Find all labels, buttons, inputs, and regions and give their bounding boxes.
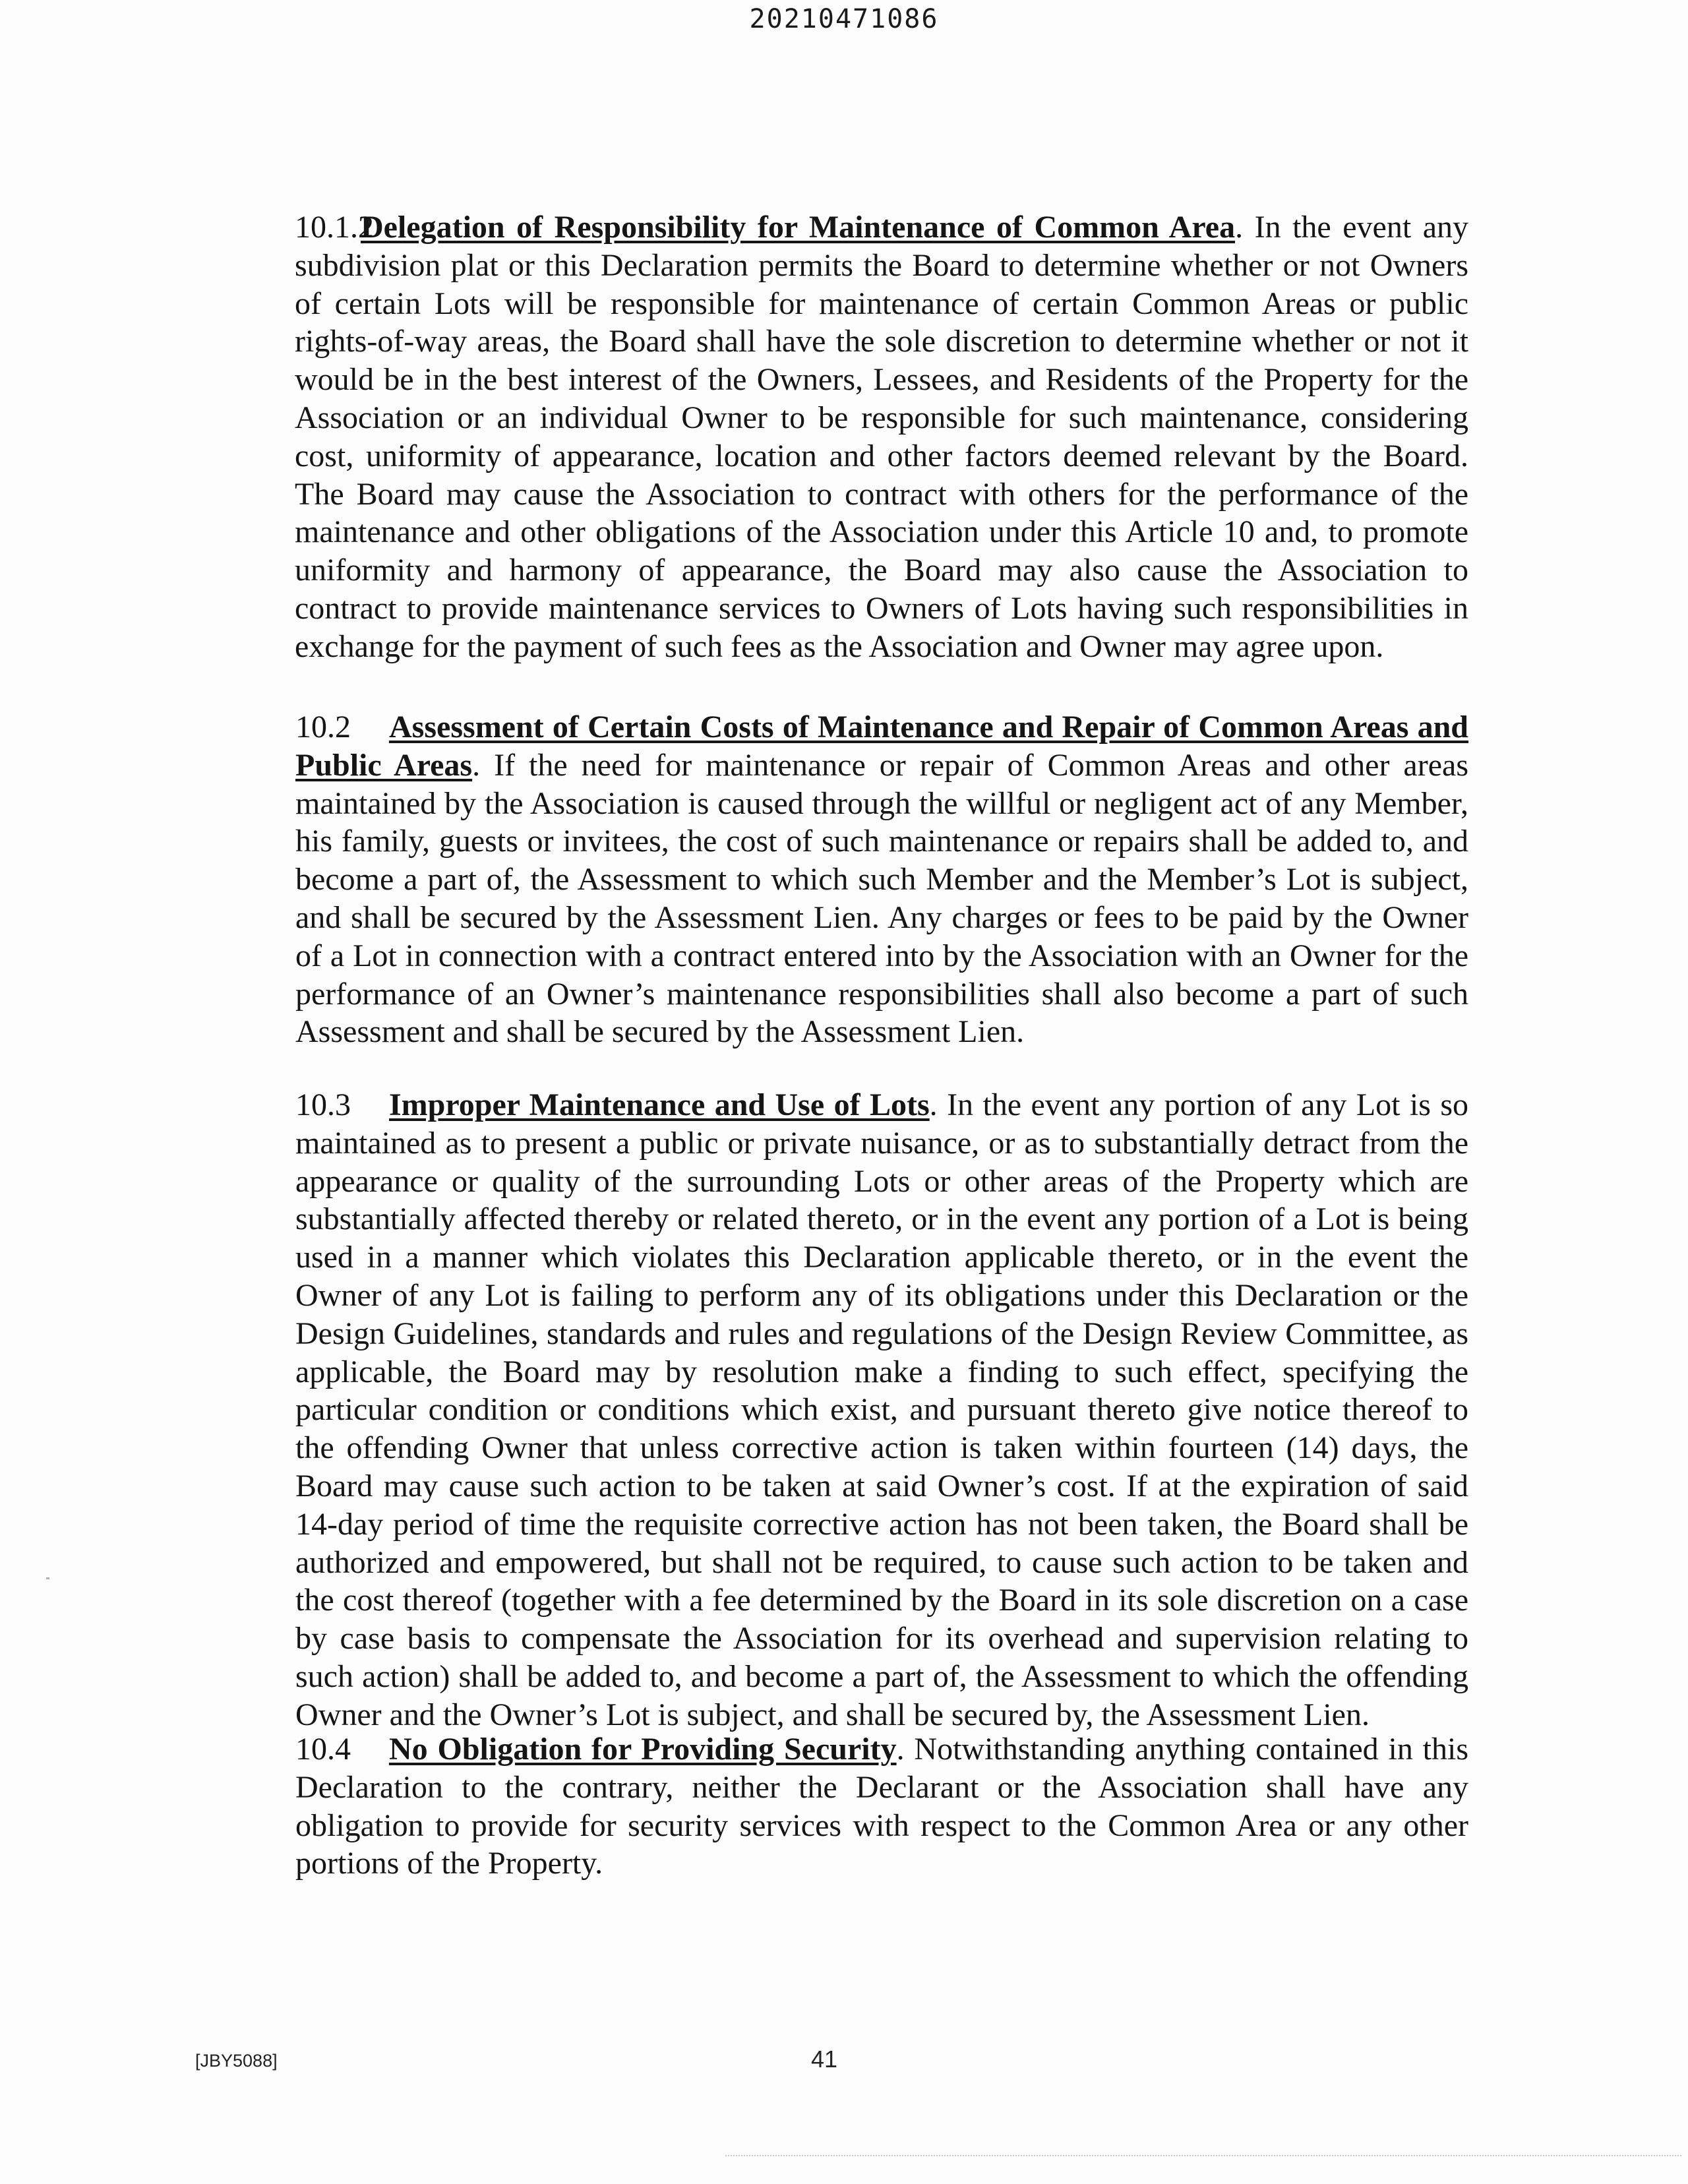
section-body: Notwithstanding anything contained in this Declaration to the contrary, neither the Declarant or the Association shall have any obligation to provide for security services with respect to the Common Area or any other portions of the Property. xyxy=(295,1732,1469,1881)
section-heading: No Obligation for Providing Security xyxy=(389,1732,897,1767)
page-number: 41 xyxy=(811,2046,838,2073)
section-number: 10.4 xyxy=(295,1732,351,1767)
document-number: 20210471086 xyxy=(749,4,939,34)
section-heading: Assessment of Certain Costs of Maintenance and Repair of Common Areas and Public Areas xyxy=(295,710,1468,783)
section-heading: Delegation of Responsibility for Maintenance of Common Area xyxy=(361,210,1236,245)
heading-period: . xyxy=(929,1087,938,1122)
section-body: If the need for maintenance or repair of Common Areas and other areas maintained by the Association is caused through the willful or negligent act of any Member, his family, guests or invitees, the cost of such maintenance or repairs shall be added to, and become a part of, the Assessment to which such Member and the Member’s Lot is subject, and shall be secured by the Assessment Lien. Any charges or fees to be paid by the Owner of a Lot in connection with a contract entered into by the Association with an Owner for the performance of an Owner’s maintenance responsibilities shall also become a part of such Assessment and shall be secured by the Assessment Lien. xyxy=(295,747,1468,1050)
scan-artifact-line xyxy=(725,2155,1681,2156)
heading-period: . xyxy=(1235,210,1244,245)
paragraph xyxy=(194,1086,1468,1734)
section-10-3 xyxy=(194,1086,1468,1734)
section-number: 10.2 xyxy=(295,710,351,744)
section-heading: Improper Maintenance and Use of Lots xyxy=(389,1087,930,1122)
section-number: 10.1.2 xyxy=(295,210,374,245)
scan-speck xyxy=(46,1577,49,1579)
section-number: 10.3 xyxy=(295,1087,351,1122)
section-body: In the event any portion of any Lot is so maintained as to present a public or private nuisance, or as to substantially detract from the appearance or quality of the surrounding Lots or other areas of the Property which are substantially affected thereby or related thereto, or in the event any portion of a Lot is being used in a manner which violates this Declaration applicable thereto, or in the event the Owner of any Lot is failing to perform any of its obligations under this Declaration or the Design Guidelines, standards and rules and regulations of the Design Review Committee, as applicable, the Board may by resolution make a finding to such effect, specifying the particular condition or conditions which exist, and pursuant thereto give notice thereof to the offending Owner that unless corrective action is taken within fourteen (14) days, the Board may cause such action to be taken at said Owner’s cost. If at the expiration of said 14-day period of time the requisite corrective action has not been taken, the Board shall be authorized and empowered, but shall not be required, to cause such action to be taken and the cost thereof (together with a fee determined by the Board in its sole discretion on a case by case basis to compensate the Association for its overhead and supervision relating to such action) shall be added to, and become a part of, the Assessment to which the offending Owner and the Owner’s Lot is subject, and shall be secured by, the Assessment Lien. xyxy=(295,1087,1469,1732)
section-10-2 xyxy=(194,708,1468,1051)
heading-period: . xyxy=(896,1732,905,1767)
section-body: In the event any subdivision plat or this Declaration permits the Board to determine whether or not Owners of certain Lots will be responsible for maintenance of certain Common Areas or public rights-of-way areas, the Board shall have the sole discretion to determine whether or not it would be in the best interest of the Owners, Lessees, and Residents of the Property for the Association or an individual Owner to be responsible for such maintenance, considering cost, uniformity of appearance, location and other factors deemed relevant by the Board. The Board may cause the Association to contract with others for the performance of the maintenance and other obligations of the Association under this Article 10 and, to promote uniformity and harmony of appearance, the Board may also cause the Association to contract to provide maintenance services to Owners of Lots having such responsibilities in exchange for the payment of such fees as the Association and Owner may agree upon. xyxy=(295,210,1469,664)
section-10-1-2 xyxy=(295,208,1468,666)
footer-document-code: [JBY5088] xyxy=(195,2051,278,2071)
paragraph xyxy=(194,708,1468,1051)
paragraph xyxy=(194,1730,1468,1883)
paragraph xyxy=(295,208,1468,666)
heading-period: . xyxy=(472,747,481,783)
section-10-4 xyxy=(194,1730,1468,1883)
